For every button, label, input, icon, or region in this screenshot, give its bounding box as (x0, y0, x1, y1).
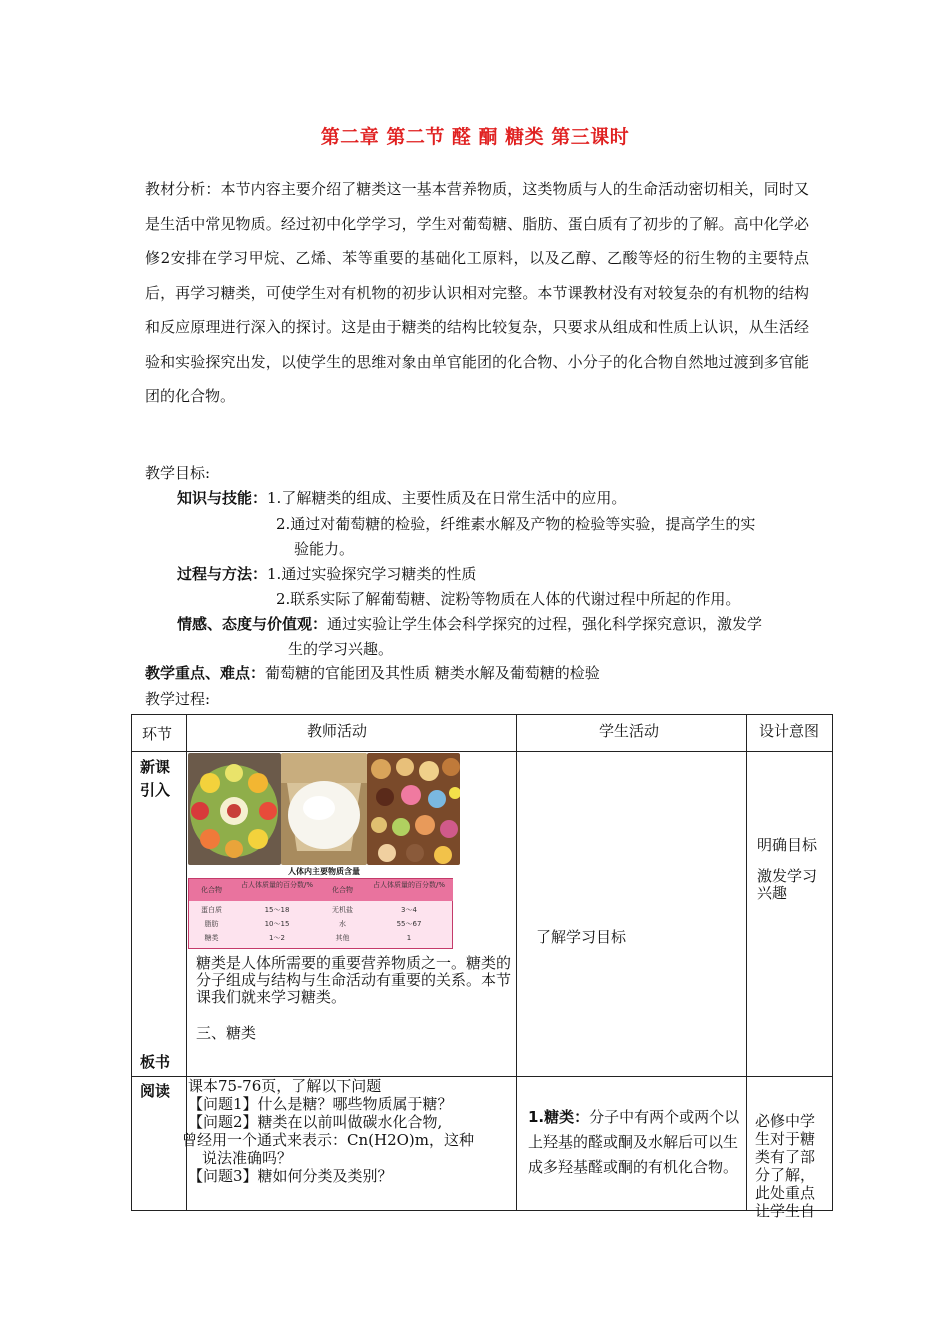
intent-clear-goal: 明确目标 (757, 836, 818, 854)
mini-header: 化合物 (189, 879, 234, 901)
sugar-definition (528, 1105, 740, 1180)
fruit-platter-photo (188, 753, 281, 865)
food-collage-image (188, 753, 460, 949)
mini-table-caption: 人体内主要物质含量 (288, 867, 360, 876)
header-student: 学生活动 (599, 722, 660, 740)
knowledge-row-1 (177, 486, 626, 510)
mini-cell: 10～15 (264, 920, 290, 928)
sugar-definition-text: 分子中有两个或两个以上羟基的醛或酮及水解后可以生成多羟基醛或酮的有机化合物。 (528, 1108, 740, 1176)
mini-cell: 水 (339, 920, 346, 928)
key-points (145, 662, 600, 683)
lesson-table (131, 714, 833, 1220)
question-2-end: 说法准确吗？ (202, 1149, 293, 1167)
mini-cell: 蛋白质 (201, 906, 222, 914)
body-composition-table-image (188, 866, 460, 949)
knowledge-item-1: 1.了解糖类的组成、主要性质及在日常生活中的应用。 (267, 489, 627, 507)
knowledge-item-2b: 验能力。 (294, 540, 355, 558)
objectives-label: 教学目标: (145, 464, 211, 482)
intent-reading: 必修中学生对于糖类有了部分了解，此处重点让学生自 (755, 1112, 816, 1220)
question-2-formula: 曾经用一个通式来表示：Cn(H2O)m，这种 (182, 1131, 474, 1149)
mini-cell: 1～2 (269, 934, 285, 942)
question-1: 【问题1】什么是糖？哪些物质属于糖？ (188, 1095, 453, 1113)
reading-instruction: 课本75-76页，了解以下问题 (188, 1077, 382, 1095)
mini-cell: 脂肪 (204, 920, 219, 928)
teacher-intro-text: 糖类是人体所需要的重要营养物质之一。糖类的分子组成与结构与生命活动有重要的关系。本节课我们就来学习糖类。 (196, 954, 512, 1006)
knowledge-item-2a: 2.通过对葡萄糖的检验，纤维素水解及产物的检验等实验，提高学生的实 (276, 515, 756, 533)
sugar-definition-label: 1.糖类： (528, 1108, 590, 1126)
rice-bowl-photo (281, 753, 367, 865)
process-item-1: 1.通过实验探究学习糖类的性质 (267, 565, 477, 583)
header-teacher: 教师活动 (307, 722, 368, 740)
emotion-text-a: 通过实验让学生体会科学探究的过程，强化科学探究意识，激发学 (327, 615, 763, 633)
teacher-heading: 三、糖类 (196, 1024, 257, 1042)
mini-cell: 55～67 (396, 920, 422, 928)
col-divider (746, 715, 747, 1210)
student-activity-1: 了解学习目标 (536, 928, 627, 946)
emotion-row (177, 612, 762, 636)
mini-header: 占人体质量的百分数/% (234, 879, 320, 901)
stage-reading: 阅读 (140, 1082, 171, 1100)
process-method-label: 过程与方法： (177, 565, 268, 583)
mini-header: 化合物 (320, 879, 365, 901)
intent-interest: 激发学习兴趣 (757, 867, 818, 902)
cookies-candy-photo (367, 753, 460, 865)
question-2: 【问题2】糖类在以前叫做碳水化合物, (188, 1113, 443, 1131)
emotion-text-b: 生的学习兴趣。 (288, 640, 394, 658)
knowledge-label: 知识与技能： (177, 489, 268, 507)
key-points-text: 葡萄糖的官能团及其性质 糖类水解及葡萄糖的检验 (265, 664, 600, 682)
mini-table-grid (188, 878, 453, 949)
key-points-label: 教学重点、难点： (145, 664, 266, 682)
stage-board: 板书 (140, 1053, 171, 1071)
page-title: 第二章 第二节 醛 酮 糖类 第三课时 (320, 126, 630, 148)
mini-cell: 无机盐 (332, 906, 353, 914)
emotion-label: 情感、态度与价值观： (177, 615, 328, 633)
mini-cell: 3～4 (401, 906, 417, 914)
mini-cell: 其他 (335, 934, 350, 942)
mini-cell: 1 (406, 934, 412, 942)
header-stage: 环节 (142, 725, 173, 743)
mini-cell: 15～18 (264, 906, 290, 914)
stage-new-lesson: 新课 (140, 758, 171, 776)
col-divider (516, 715, 517, 1210)
teaching-process-label: 教学过程: (145, 690, 211, 708)
material-analysis: 教材分析：本节内容主要介绍了糖类这一基本营养物质，这类物质与人的生命活动密切相关，同时又是生活中常见物质。经过初中化学学习，学生对葡萄糖、脂肪、蛋白质有了初步的了解。高中化学必修2安排在学习甲烷、乙烯、苯等重要的基础化工原料，以及乙醇、乙酸等烃的衍生物的主要特点后，再学习糖类，可使学生对有机物的初步认识相对完整。本节课教材没有对较复杂的有机物的结构和反应原理进行深入的探讨。这是由于糖类的结构比较复杂，只要求从组成和性质上认识，从生活经验和实验探究出发，以使学生的思维对象由单官能团的化合物、小分子的化合物自然地过渡到多官能团的化合物。 (145, 180, 809, 405)
mini-cell: 糖类 (204, 934, 219, 942)
mini-header: 占人体质量的百分数/% (365, 879, 453, 901)
question-3: 【问题3】糖如何分类及类别？ (188, 1167, 393, 1185)
process-row-1 (177, 562, 476, 586)
stage-intro: 引入 (140, 781, 171, 799)
row-divider (132, 751, 832, 752)
process-item-2: 2.联系实际了解葡萄糖、淀粉等物质在人体的代谢过程中所起的作用。 (276, 590, 741, 608)
header-intent: 设计意图 (759, 722, 820, 740)
